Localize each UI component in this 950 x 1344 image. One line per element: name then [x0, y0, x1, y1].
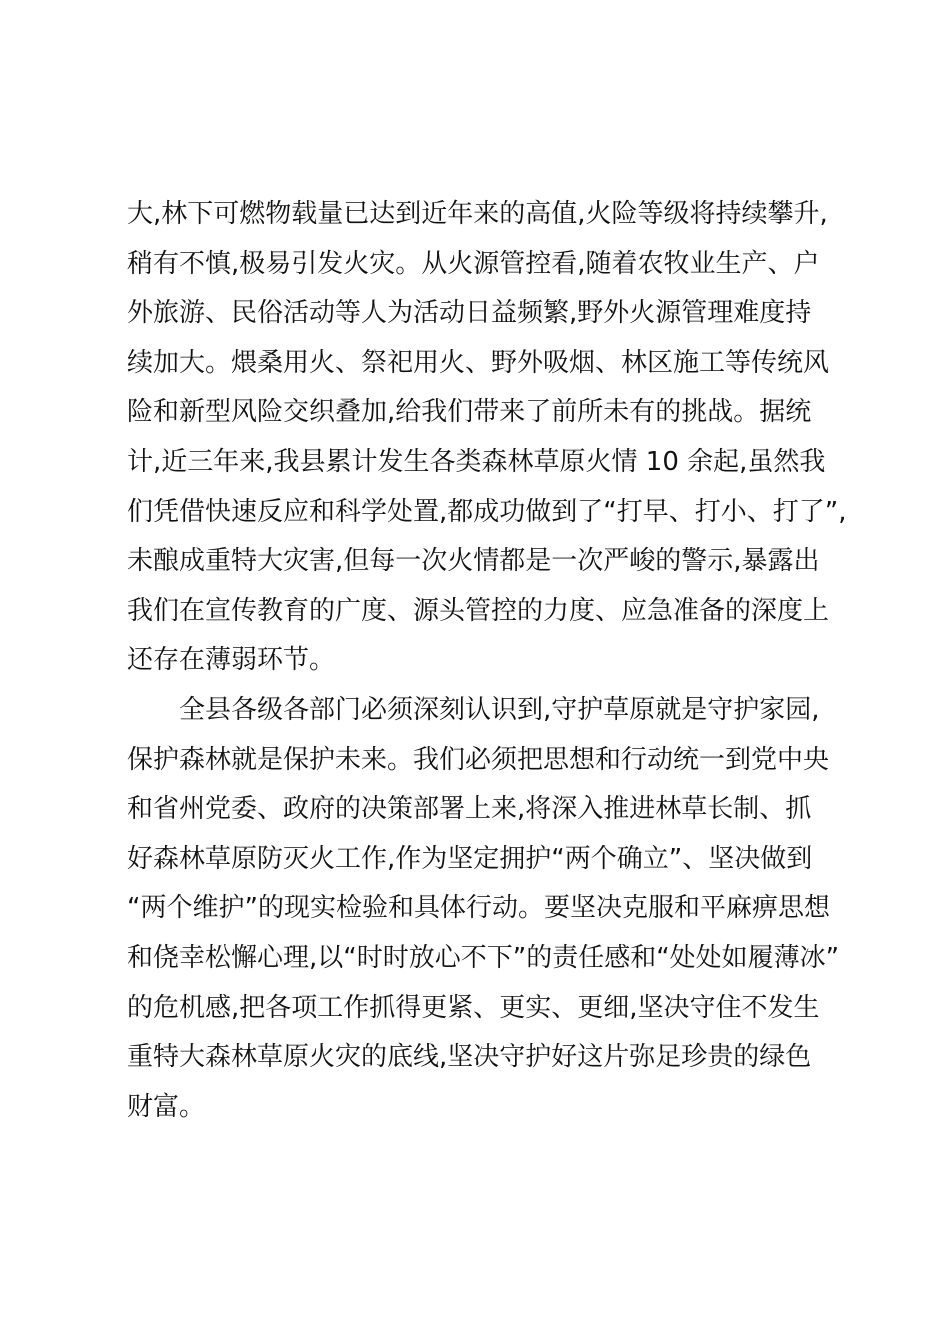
text-line: 财富。	[127, 1091, 206, 1122]
text-line: 续加大。煨桑用火、祭祀用火、野外吸烟、林区施工等传统风	[127, 347, 830, 378]
text-line: 们凭借快速反应和科学处置,都成功做到了“打早、打小、打了”,	[127, 496, 847, 527]
text-line: 还存在薄弱环节。	[127, 645, 336, 676]
text-line: 稍有不慎,极易引发火灾。从火源管控看,随着农牧业生产、户	[127, 248, 820, 279]
document-body	[127, 190, 847, 1132]
text-line: 的危机感,把各项工作抓得更紧、更实、更细,坚决守住不发生	[127, 992, 820, 1023]
text-line: 全县各级各部门必须深刻认识到,守护草原就是守护家园,	[179, 694, 820, 725]
text-line: 计,近三年来,我县累计发生各类森林草原火情 10 余起,虽然我	[127, 446, 826, 477]
text-line: 我们在宣传教育的广度、源头管控的力度、应急准备的深度上	[127, 595, 830, 626]
paragraph-2	[127, 686, 840, 1132]
text-line: 大,林下可燃物载量已达到近年来的高值,火险等级将持续攀升,	[127, 199, 828, 229]
text-line: 重特大森林草原火灾的底线,坚决守护好这片弥足珍贵的绿色	[127, 1042, 812, 1073]
text-line: 未酿成重特大灾害,但每一次火情都是一次严峻的警示,暴露出	[127, 546, 820, 577]
text-line: 好森林草原防灭火工作,作为坚定拥护“两个确立”、坚决做到	[127, 843, 813, 874]
text-line: 险和新型风险交织叠加,给我们带来了前所未有的挑战。据统	[127, 397, 812, 428]
paragraph-1	[127, 190, 847, 686]
text-line: “两个维护”的现实检验和具体行动。要坚决克服和平麻痹思想	[127, 893, 830, 924]
text-line: 保护森林就是保护未来。我们必须把思想和行动统一到党中央	[127, 744, 830, 775]
text-line: 外旅游、民俗活动等人为活动日益频繁,野外火源管理难度持	[127, 298, 812, 329]
text-line: 和省州党委、政府的决策部署上来,将深入推进林草长制、抓	[127, 794, 812, 825]
text-line: 和侥幸松懈心理,以“时时放心不下”的责任感和“处处如履薄冰”	[127, 942, 840, 973]
